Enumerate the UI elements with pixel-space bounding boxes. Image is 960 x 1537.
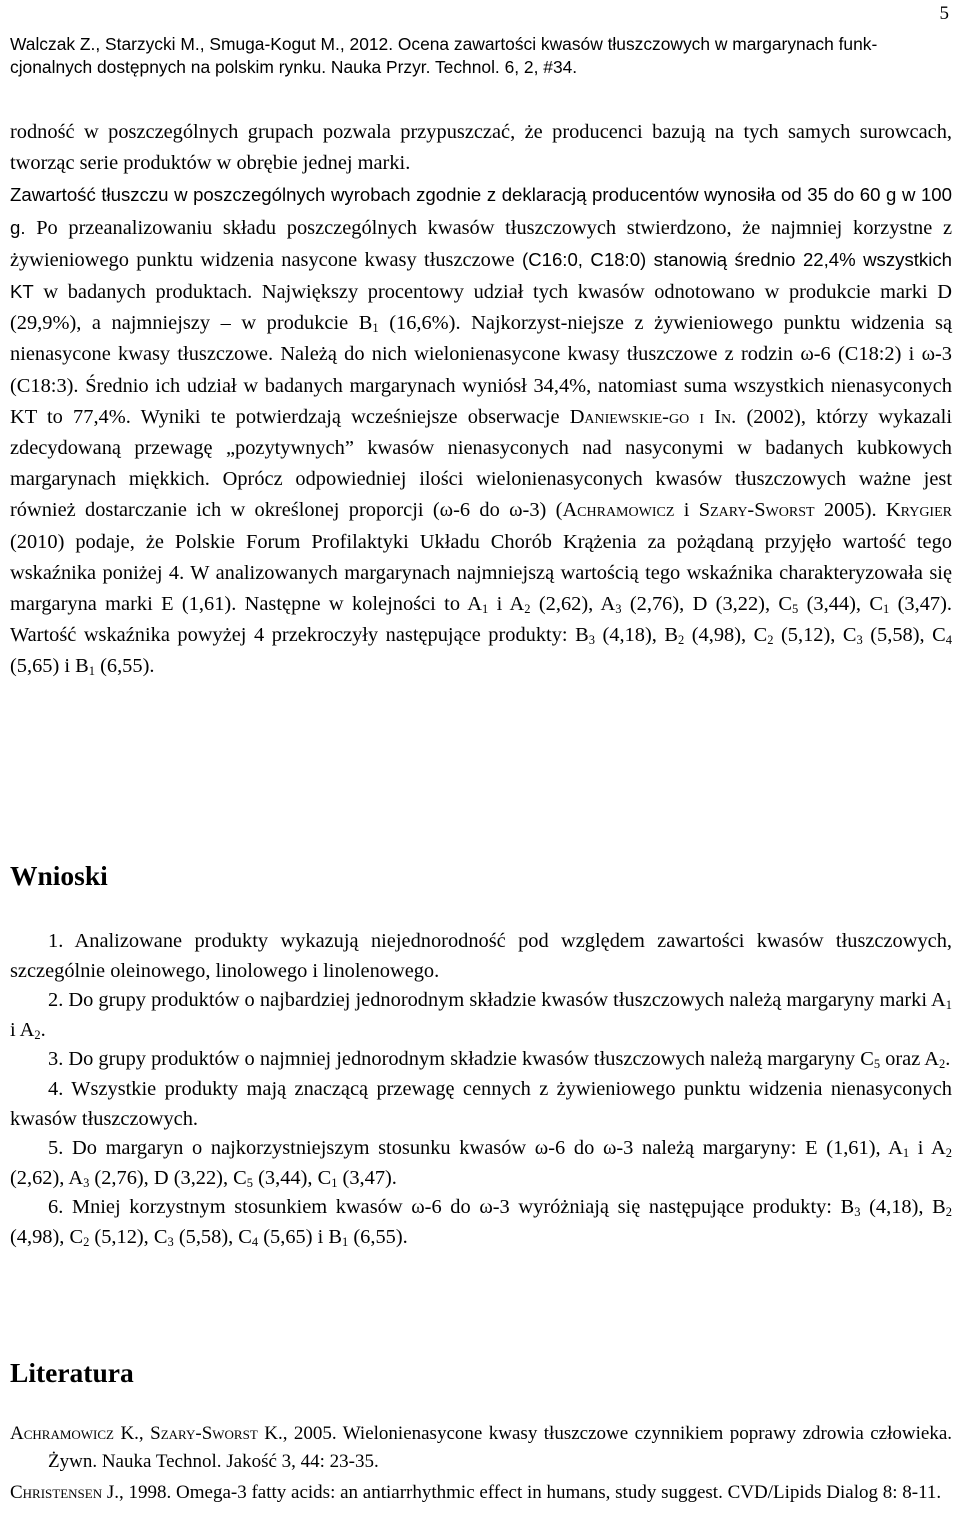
body-text: (4,98), C: [691, 624, 768, 647]
reference-text: K., 2005. Wielonienasycone kwasy tłuszczowe czynnikiem poprawy zdrowia człowieka. Żywn. Nauka Technol. Jakość 3, 44: 23-35.: [48, 1423, 953, 1472]
conclusion-text: (2,62), A: [10, 1166, 84, 1189]
conclusion-text: 4. Wszystkie produkty mają znaczącą przewagę cennych z żywieniowego punktu widzenia nienasyconych kwasów tłuszczowych.: [10, 1077, 952, 1130]
subscript: 5: [792, 602, 799, 617]
body-text: rodność w poszczególnych grupach pozwala przypuszczać, że producenci bazują na tych samych surowcach, tworząc serie produktów w obrębie jednej marki.: [10, 121, 952, 175]
reference-text: K.,: [120, 1423, 144, 1444]
conclusion-text: (3,47).: [342, 1166, 397, 1189]
conclusions-list: [10, 927, 952, 1253]
conclusion-text: .: [40, 1018, 46, 1041]
subscript: 1: [342, 1234, 349, 1249]
subscript: 3: [854, 1205, 861, 1220]
body-text: (6,55).: [100, 655, 155, 678]
subscript: 2: [767, 633, 774, 648]
conclusion-item: [10, 986, 952, 1045]
conclusion-text: 3. Do grupy produktów o najmniej jednorodnym składzie kwasów tłuszczowych należą margaryny C: [48, 1048, 874, 1071]
body-text: (4,18), B: [602, 624, 678, 647]
conclusion-text: (5,58), C: [178, 1225, 252, 1248]
reference-item: [10, 1479, 952, 1507]
citation-line-1: Walczak Z., Starzycki M., Smuga-Kogut M., 2012. Ocena zawartości kwasów tłuszczowych w margarynach funk-: [10, 34, 878, 54]
conclusion-item: [10, 1075, 952, 1134]
subscript: 2: [938, 1057, 946, 1072]
author-name: Szary-Sworst: [698, 499, 815, 522]
subscript: 2: [677, 633, 685, 648]
conclusion-text: (4,18), B: [869, 1196, 946, 1219]
subscript: 1: [945, 998, 952, 1013]
body-text: (5,58), C: [870, 624, 946, 647]
body-text: (2,76), D (3,22), C: [629, 593, 793, 616]
citation-header: [10, 33, 952, 79]
conclusion-text: 1. Analizowane produkty wykazują niejednorodność pod względem zawartości kwasów tłuszczowych, szczególnie oleinowego, linolowego i linolenowego.: [10, 930, 952, 982]
subscript: 2: [34, 1027, 41, 1042]
conclusions-heading: Wnioski: [10, 860, 108, 891]
subscript: 2: [945, 1146, 952, 1161]
body-text: (2002), którzy wykazali zdecydowaną przewagę „pozytywnych” kwasów nienasyconych nad nasyconymi w badanych kubkowych margarynach miękkich. Oprócz odpowiedniej ilości wielonienasyconych kwasów tłuszczowych ważne jest również dostarczanie ich w określonej proporcji (ω-6 do ω-3) (: [10, 405, 952, 522]
subscript: 1: [331, 1175, 338, 1190]
conclusion-text: (3,44), C: [258, 1166, 332, 1189]
body-text: Zawartość tłuszczu w poszczególnych wyrobach zgodnie z deklaracją producentów wynosiła od 35 do 60 g w 100 g.: [10, 184, 952, 238]
subscript: 5: [873, 1057, 881, 1072]
conclusion-text: oraz A: [885, 1048, 939, 1071]
subscript: 3: [167, 1234, 174, 1249]
body-text: (C16:0, C18:0) stanowią średnio 22,4% wszystkich KT: [10, 248, 952, 303]
conclusion-text: .: [945, 1048, 951, 1071]
conclusion-text: (5,65) i B: [263, 1225, 342, 1248]
conclusion-text: (2,76), D (3,22), C: [94, 1166, 247, 1189]
body-text: i: [683, 499, 690, 522]
reference-author: Christensen: [10, 1482, 103, 1504]
subscript: 2: [83, 1234, 90, 1249]
conclusion-text: (5,12), C: [94, 1225, 168, 1248]
conclusion-text: 5. Do margaryn o najkorzystniejszym stosunku kwasów ω-6 do ω-3 należą margaryny: E (1,61), A: [48, 1137, 903, 1160]
subscript: 1: [88, 664, 95, 679]
author-name: Krygier: [885, 499, 952, 522]
conclusion-item: [10, 927, 952, 986]
reference-author: Achramowicz: [10, 1423, 114, 1444]
conclusion-item: [10, 1134, 952, 1193]
results-paragraph: [10, 117, 952, 683]
conclusion-text: 6. Mniej korzystnym stosunkiem kwasów ω-6 do ω-3 wyróżniają się następujące produkty: B: [48, 1196, 855, 1219]
body-text: Po przeanalizowaniu składu poszczególnych kwasów tłuszczowych stwierdzono, że najmniej korzystne z żywieniowego punktu widzenia nasycone kwasy tłuszczowe: [10, 216, 952, 271]
conclusion-text: 2. Do grupy produktów o najbardziej jednorodnym składzie kwasów tłuszczowych należą margaryny marki A: [48, 989, 946, 1012]
author-name: Daniewskie-go i In.: [569, 405, 737, 428]
reference-author: Szary-Sworst: [150, 1423, 258, 1444]
body-text: (16,6%). Najkorzyst-niejsze z żywieniowego punktu widzenia są nienasycone kwasy tłuszczowe. Należą do nich wielonienasycone kwasy tłuszczowe z rodzin ω-6 (C18:2) i ω-3 (C18:3). Średnio ich udział w badanych margarynach wyniósł 34,4%, natomiast suma wszystkich nienasyconych KT to 77,4%. Wyniki te potwierdzają wcześniejsze obserwacje: [10, 312, 952, 428]
subscript: 1: [372, 321, 379, 336]
reference-list: [10, 1420, 952, 1511]
body-text: (5,12), C: [781, 624, 857, 647]
body-text: (3,44), C: [806, 593, 883, 616]
conclusion-text: i A: [917, 1137, 946, 1160]
body-text: 2005).: [823, 499, 877, 522]
subscript: 3: [588, 633, 595, 648]
subscript: 2: [524, 602, 531, 617]
subscript: 3: [856, 633, 863, 648]
literature-heading: Literatura: [10, 1357, 134, 1388]
body-text: (3,47). Wartość wskaźnika powyżej 4 przekroczyły następujące produkty: B: [10, 593, 952, 647]
conclusion-text: (4,98), C: [10, 1225, 84, 1248]
subscript: 3: [83, 1175, 90, 1190]
body-text: (5,65) i B: [10, 655, 89, 678]
conclusion-text: (6,55).: [353, 1225, 408, 1248]
reference-item: [10, 1420, 953, 1475]
subscript: 4: [251, 1234, 259, 1249]
conclusion-text: i A: [10, 1018, 35, 1041]
body-text: (2,62), A: [538, 593, 616, 616]
subscript: 1: [902, 1146, 910, 1161]
body-text: w badanych produktach. Największy procentowy udział tych kwasów odnotowano w produkcie marki D (29,9%), a najmniejszy – w produkcie B: [10, 281, 952, 335]
subscript: 5: [246, 1175, 254, 1190]
subscript: 1: [482, 602, 489, 617]
citation-line-2: cjonalnych dostępnych na polskim rynku. Nauka Przyr. Technol. 6, 2, #34.: [10, 57, 578, 77]
subscript: 1: [882, 602, 890, 617]
page-number: 5: [939, 3, 949, 24]
conclusion-item: [10, 1045, 952, 1075]
subscript: 2: [945, 1205, 953, 1220]
conclusion-item: [10, 1193, 952, 1252]
subscript: 3: [615, 602, 622, 617]
body-text: (2010) podaje, że Polskie Forum Profilaktyki Układu Chorób Krążenia za pożądaną przyjęło wartość tego wskaźnika poniżej 4. W analizowanych margarynach najmniejszą wartością tego wskaźnika charakteryzowała się margaryna marki E (1,61). Następne w kolejności to A: [10, 530, 952, 616]
body-text: i A: [496, 593, 525, 616]
author-name: Achramowicz: [562, 499, 675, 522]
subscript: 4: [945, 633, 952, 648]
reference-text: J., 1998. Omega-3 fatty acids: an antiarrhythmic effect in humans, study suggest. CVD/Lipids Dialog 8: 8-11.: [106, 1482, 942, 1504]
